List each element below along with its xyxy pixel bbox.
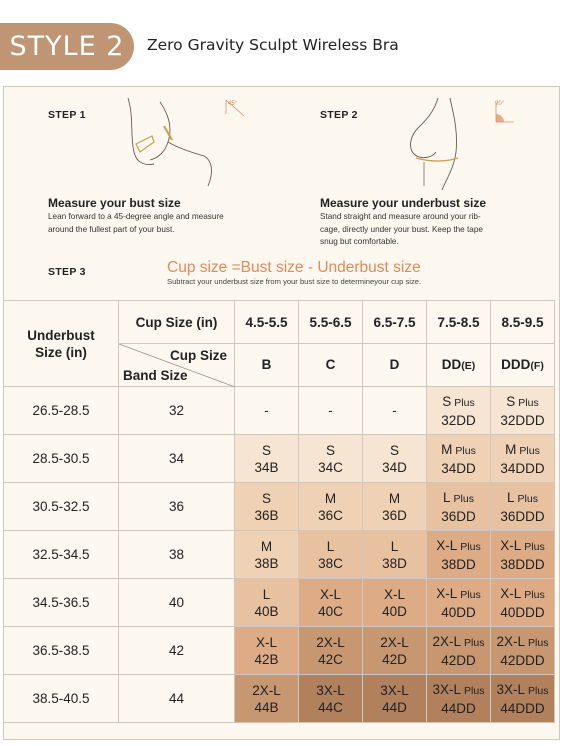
size-letter: X-L xyxy=(383,586,405,602)
size-letter: - xyxy=(328,403,333,418)
size-cell xyxy=(491,531,555,579)
size-letter: X-L xyxy=(319,586,341,602)
bra-size-code: 36B xyxy=(254,507,279,523)
size-letter: S xyxy=(261,442,271,458)
size-cell xyxy=(427,483,491,531)
bust-measure-illustration-icon xyxy=(120,96,230,190)
plus-label: Plus xyxy=(524,540,545,553)
size-letter: S xyxy=(442,393,452,409)
step-1-heading: Measure your bust size xyxy=(48,196,181,210)
size-label-line xyxy=(235,402,298,419)
size-cell xyxy=(299,387,363,435)
plus-label: Plus xyxy=(453,492,474,505)
step-3-label: STEP 3 xyxy=(48,266,86,278)
plus-label: Plus xyxy=(518,396,539,409)
cup-size-note: Subtract your underbust size from your bust size to determineyour cup size. xyxy=(167,277,422,286)
size-label-line xyxy=(427,441,490,460)
bra-size-code: 38DDD xyxy=(500,556,545,572)
header xyxy=(0,0,564,86)
diag-cup-size-label: Cup Size xyxy=(169,348,227,363)
bra-size-code: 40DDD xyxy=(500,604,545,620)
size-cell xyxy=(363,531,427,579)
bra-size-code: 36C xyxy=(318,507,343,523)
band-size-cell: 38 xyxy=(119,531,235,579)
size-cell xyxy=(427,627,491,675)
band-size-cell: 42 xyxy=(119,627,235,675)
size-label-line xyxy=(299,490,362,507)
cup-size-formula: Cup size =Bust size - Underbust size xyxy=(167,259,421,276)
underbust-measure-illustration-icon xyxy=(402,96,494,192)
size-cell xyxy=(363,483,427,531)
size-cell xyxy=(299,531,363,579)
size-cell xyxy=(299,627,363,675)
underbust-cell: 28.5-30.5 xyxy=(4,435,119,483)
size-label-line xyxy=(299,442,362,459)
size-label-line xyxy=(235,490,298,507)
bra-size-code: 38DD xyxy=(441,556,476,572)
bra-size-code: 38D xyxy=(382,555,407,571)
angle-90-label: 90° xyxy=(495,101,505,107)
bra-size-code: 38C xyxy=(318,555,343,571)
bra-size-code: 42C xyxy=(318,651,343,667)
size-cell xyxy=(235,387,299,435)
bra-size-code: 42D xyxy=(382,651,407,667)
band-cup-diagonal-cell xyxy=(119,344,235,387)
plus-label: Plus xyxy=(524,588,545,601)
band-size-cell: 36 xyxy=(119,483,235,531)
underbust-cell: 38.5-40.5 xyxy=(4,675,119,723)
bra-size-code: 44C xyxy=(318,699,343,715)
step-1-line: around the fullest part of your bust. xyxy=(48,224,175,234)
table-row xyxy=(4,531,555,579)
size-label-line xyxy=(363,682,426,699)
bra-size-code: 40D xyxy=(382,603,407,619)
size-label-line xyxy=(491,393,554,412)
plus-label: Plus xyxy=(517,492,538,505)
size-letter: X-L xyxy=(255,634,277,650)
bra-size-code: 42DDD xyxy=(500,652,545,668)
size-cell xyxy=(235,435,299,483)
cup-letter-header xyxy=(299,344,363,387)
size-label-line xyxy=(299,586,362,603)
underbust-header: Underbust Size (in) xyxy=(4,301,119,387)
size-letter: M xyxy=(388,490,401,506)
size-label-line xyxy=(235,682,298,699)
bra-size-code: 34D xyxy=(382,459,407,475)
product-title: Zero Gravity Sculpt Wireless Bra xyxy=(147,36,399,54)
table-row xyxy=(4,579,555,627)
underbust-cell: 26.5-28.5 xyxy=(4,387,119,435)
underbust-cell: 34.5-36.5 xyxy=(4,579,119,627)
size-letter: 3X-L xyxy=(380,682,409,698)
bra-size-code: 36DD xyxy=(441,508,476,524)
size-letter: 3X-L xyxy=(496,681,526,697)
size-label-line xyxy=(363,442,426,459)
size-cell xyxy=(427,387,491,435)
bra-size-code: 44B xyxy=(254,699,279,715)
bra-size-code: 40DD xyxy=(441,604,476,620)
size-label-line xyxy=(427,393,490,412)
size-letter: 3X-L xyxy=(316,682,345,698)
step-2-line: cage, directly under your bust. Keep the tape xyxy=(320,224,483,234)
angle-45-label: 45° xyxy=(228,101,238,107)
size-label-line xyxy=(491,489,554,508)
size-letter: X-L xyxy=(500,585,522,601)
size-label-line xyxy=(491,633,554,652)
size-label-line xyxy=(427,537,490,556)
size-label-line xyxy=(299,402,362,419)
step-1-text xyxy=(48,211,224,236)
size-cell xyxy=(299,435,363,483)
cup-range-header: 5.5-6.5 xyxy=(299,301,363,344)
size-letter: X-L xyxy=(436,537,458,553)
table-row xyxy=(4,435,555,483)
plus-label: Plus xyxy=(454,396,475,409)
size-letter: 2X-L xyxy=(380,634,409,650)
size-letter: 2X-L xyxy=(432,633,462,649)
bra-size-code: 36D xyxy=(382,507,407,523)
size-cell xyxy=(235,675,299,723)
bra-size-code: 34C xyxy=(318,459,343,475)
size-letter: M xyxy=(324,490,337,506)
size-label-line xyxy=(299,634,362,651)
plus-label: Plus xyxy=(528,684,549,697)
size-cell xyxy=(235,531,299,579)
size-label-line xyxy=(299,538,362,555)
cup-letter-header xyxy=(235,344,299,387)
size-letter: L xyxy=(390,538,399,554)
table-row xyxy=(4,675,555,723)
plus-label: Plus xyxy=(528,636,549,649)
size-label-line xyxy=(363,586,426,603)
size-letter: M xyxy=(441,441,453,457)
size-letter: L xyxy=(507,489,515,505)
size-letter: - xyxy=(392,403,397,418)
size-label-line xyxy=(427,633,490,652)
size-label-line xyxy=(491,681,554,700)
cup-letter: B xyxy=(261,356,272,372)
plus-label: Plus xyxy=(460,540,481,553)
step-2-line: snug but comfortable. xyxy=(320,237,399,247)
bra-size-code: 44D xyxy=(382,699,407,715)
cup-size-header: Cup Size (in) xyxy=(119,301,235,344)
band-size-cell: 32 xyxy=(119,387,235,435)
cup-letter: DD xyxy=(441,356,462,372)
step-2-text xyxy=(320,211,483,249)
size-letter: X-L xyxy=(436,585,458,601)
size-cell xyxy=(427,579,491,627)
size-cell xyxy=(427,675,491,723)
cup-range-header: 6.5-7.5 xyxy=(363,301,427,344)
size-letter: S xyxy=(261,490,271,506)
size-letter: 3X-L xyxy=(432,681,462,697)
size-letter: S xyxy=(325,442,335,458)
size-letter: - xyxy=(264,403,269,418)
cup-letter: DDD xyxy=(501,356,531,372)
size-letter: L xyxy=(262,586,271,602)
band-size-cell: 40 xyxy=(119,579,235,627)
cup-letter: D xyxy=(389,356,400,372)
size-letter: X-L xyxy=(500,537,522,553)
cup-range-header: 4.5-5.5 xyxy=(235,301,299,344)
cup-letter-alt: (F) xyxy=(530,359,544,372)
cup-letter-header xyxy=(491,344,555,387)
step-1-line: Lean forward to a 45-degree angle and measure xyxy=(48,212,224,221)
step-2-heading: Measure your underbust size xyxy=(320,196,487,210)
bra-size-code: 32DDD xyxy=(500,412,545,428)
size-label-line xyxy=(427,681,490,700)
size-label-line xyxy=(427,585,490,604)
size-chart-table xyxy=(3,300,555,723)
size-cell xyxy=(427,531,491,579)
size-label-line xyxy=(363,402,426,419)
cup-range-header: 7.5-8.5 xyxy=(427,301,491,344)
cup-range-header: 8.5-9.5 xyxy=(491,301,555,344)
table-row xyxy=(4,483,555,531)
cup-letter-alt: (E) xyxy=(461,359,476,372)
size-cell xyxy=(235,483,299,531)
size-label-line xyxy=(363,634,426,651)
size-label-line xyxy=(427,489,490,508)
bra-size-code: 40B xyxy=(254,603,279,619)
size-letter: M xyxy=(260,538,273,554)
style-badge: STYLE 2 xyxy=(0,23,134,70)
size-cell xyxy=(235,579,299,627)
bra-size-code: 40C xyxy=(318,603,343,619)
size-label-line xyxy=(235,586,298,603)
plus-label: Plus xyxy=(464,636,485,649)
size-cell xyxy=(363,579,427,627)
size-label-line xyxy=(491,537,554,556)
plus-label: Plus xyxy=(464,684,485,697)
cup-letter: C xyxy=(325,356,336,372)
size-cell xyxy=(299,483,363,531)
diag-band-size-label: Band Size xyxy=(123,368,188,383)
table-row xyxy=(4,627,555,675)
size-label-line xyxy=(299,682,362,699)
size-letter: 2X-L xyxy=(496,633,526,649)
size-letter: S xyxy=(389,442,399,458)
size-label-line xyxy=(235,442,298,459)
bra-size-code: 38B xyxy=(254,555,279,571)
cup-letter-header xyxy=(427,344,491,387)
size-letter: 2X-L xyxy=(316,634,345,650)
size-cell xyxy=(427,435,491,483)
size-letter: M xyxy=(505,441,517,457)
size-cell xyxy=(491,435,555,483)
size-cell xyxy=(491,627,555,675)
size-label-line xyxy=(491,585,554,604)
size-letter: S xyxy=(506,393,516,409)
size-label-line xyxy=(363,538,426,555)
size-cell xyxy=(363,675,427,723)
bra-size-code: 44DDD xyxy=(500,700,545,716)
underbust-cell: 36.5-38.5 xyxy=(4,627,119,675)
underbust-cell: 30.5-32.5 xyxy=(4,483,119,531)
size-cell xyxy=(491,483,555,531)
bra-size-code: 32DD xyxy=(441,412,476,428)
size-label-line xyxy=(491,441,554,460)
size-cell xyxy=(299,675,363,723)
size-label-line xyxy=(235,538,298,555)
size-letter: L xyxy=(326,538,335,554)
size-cell xyxy=(363,435,427,483)
bra-size-code: 34DD xyxy=(441,460,476,476)
size-label-line xyxy=(363,490,426,507)
plus-label: Plus xyxy=(455,444,476,457)
band-size-cell: 34 xyxy=(119,435,235,483)
plus-label: Plus xyxy=(519,444,540,457)
bra-size-code: 42DD xyxy=(441,652,476,668)
size-cell xyxy=(491,579,555,627)
band-size-cell: 44 xyxy=(119,675,235,723)
size-letter: 2X-L xyxy=(252,682,281,698)
step-1-label: STEP 1 xyxy=(48,109,86,121)
size-cell xyxy=(491,387,555,435)
bra-size-code: 44DD xyxy=(441,700,476,716)
bra-size-code: 42B xyxy=(254,651,279,667)
table-row xyxy=(4,387,555,435)
size-letter: L xyxy=(443,489,451,505)
size-cell xyxy=(363,627,427,675)
size-cell xyxy=(363,387,427,435)
underbust-cell: 32.5-34.5 xyxy=(4,531,119,579)
bra-size-code: 34DDD xyxy=(500,460,545,476)
size-label-line xyxy=(235,634,298,651)
step-2-line: Stand straight and measure around your rib- xyxy=(320,212,481,221)
bra-size-code: 36DDD xyxy=(500,508,545,524)
cup-letter-header xyxy=(363,344,427,387)
size-cell xyxy=(235,627,299,675)
bra-size-code: 34B xyxy=(254,459,279,475)
step-2-label: STEP 2 xyxy=(320,109,358,121)
plus-label: Plus xyxy=(460,588,481,601)
size-cell xyxy=(491,675,555,723)
size-cell xyxy=(299,579,363,627)
